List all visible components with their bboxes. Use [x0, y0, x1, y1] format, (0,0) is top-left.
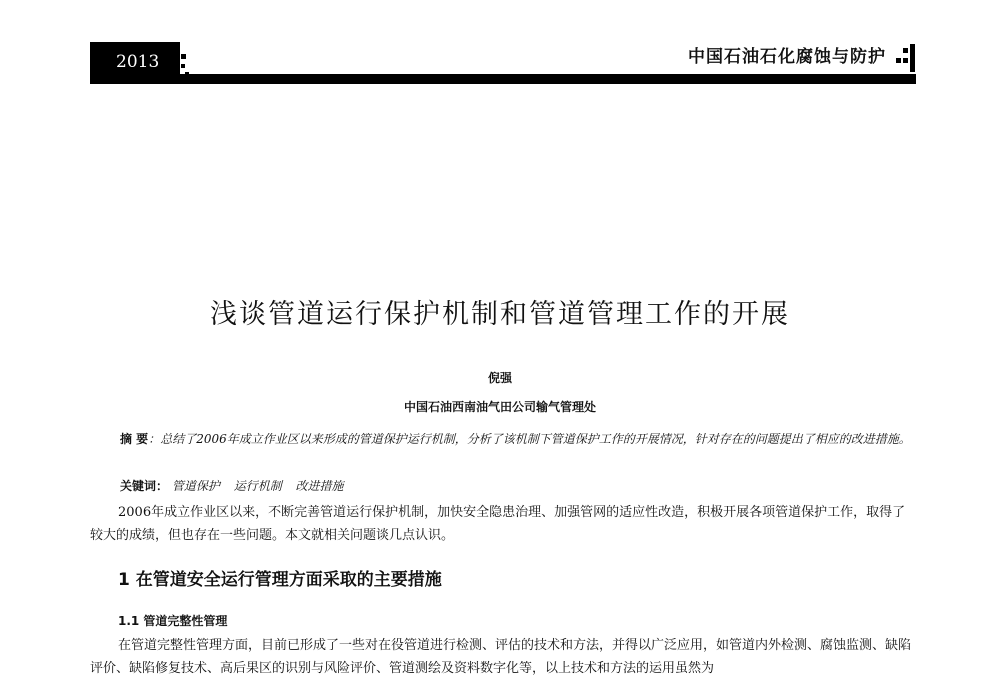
section-heading: 1 在管道安全运行管理方面采取的主要措施 [118, 570, 442, 590]
article-title: 浅谈管道运行保护机制和管道管理工作的开展 [210, 299, 790, 330]
header-rule [90, 74, 916, 84]
keyword: 改进措施 [295, 479, 344, 493]
abstract-text: ：总结了2006年成立作业区以来形成的管道保护运行机制，分析了该机制下管道保护工作的开展情况，针对存在的问题提出了相应的改进措施。 [148, 432, 911, 446]
keywords [120, 477, 354, 494]
year-label: 2013 [90, 42, 176, 84]
body-paragraph: 在管道完整性管理方面，目前已形成了一些对在役管道进行检测、评估的技术和方法，并得以广泛应用，如管道内外检测、腐蚀监测、缺陷评价、缺陷修复技术、高后果区的识别与风险评价、管道测绘及资料数字化等，以上技术和方法的运用虽然为 [90, 638, 912, 676]
article-author: 倪强 [487, 371, 512, 385]
keywords-label: 关键词： [120, 479, 169, 493]
keyword: 管道保护 [171, 479, 220, 493]
decorative-squares-icon [176, 42, 190, 84]
author-affiliation: 中国石油西南油气田公司输气管理处 [403, 400, 596, 414]
page-header [90, 42, 916, 84]
journal-name: 中国石油石化腐蚀与防护 [688, 47, 886, 67]
abstract-label: 摘 要 [120, 432, 149, 446]
subsection-heading: 1.1 管道完整性管理 [118, 614, 228, 628]
intro-paragraph: 2006年成立作业区以来，不断完善管道运行保护机制，加快安全隐患治理、加强管网的适应性改造，积极开展各项管道保护工作，取得了较大的成绩，但也存在一些问题。本文就相关问题谈几点认识。 [90, 505, 906, 543]
keyword: 运行机制 [233, 479, 282, 493]
decorative-squares-icon [894, 44, 916, 72]
abstract [90, 428, 916, 450]
